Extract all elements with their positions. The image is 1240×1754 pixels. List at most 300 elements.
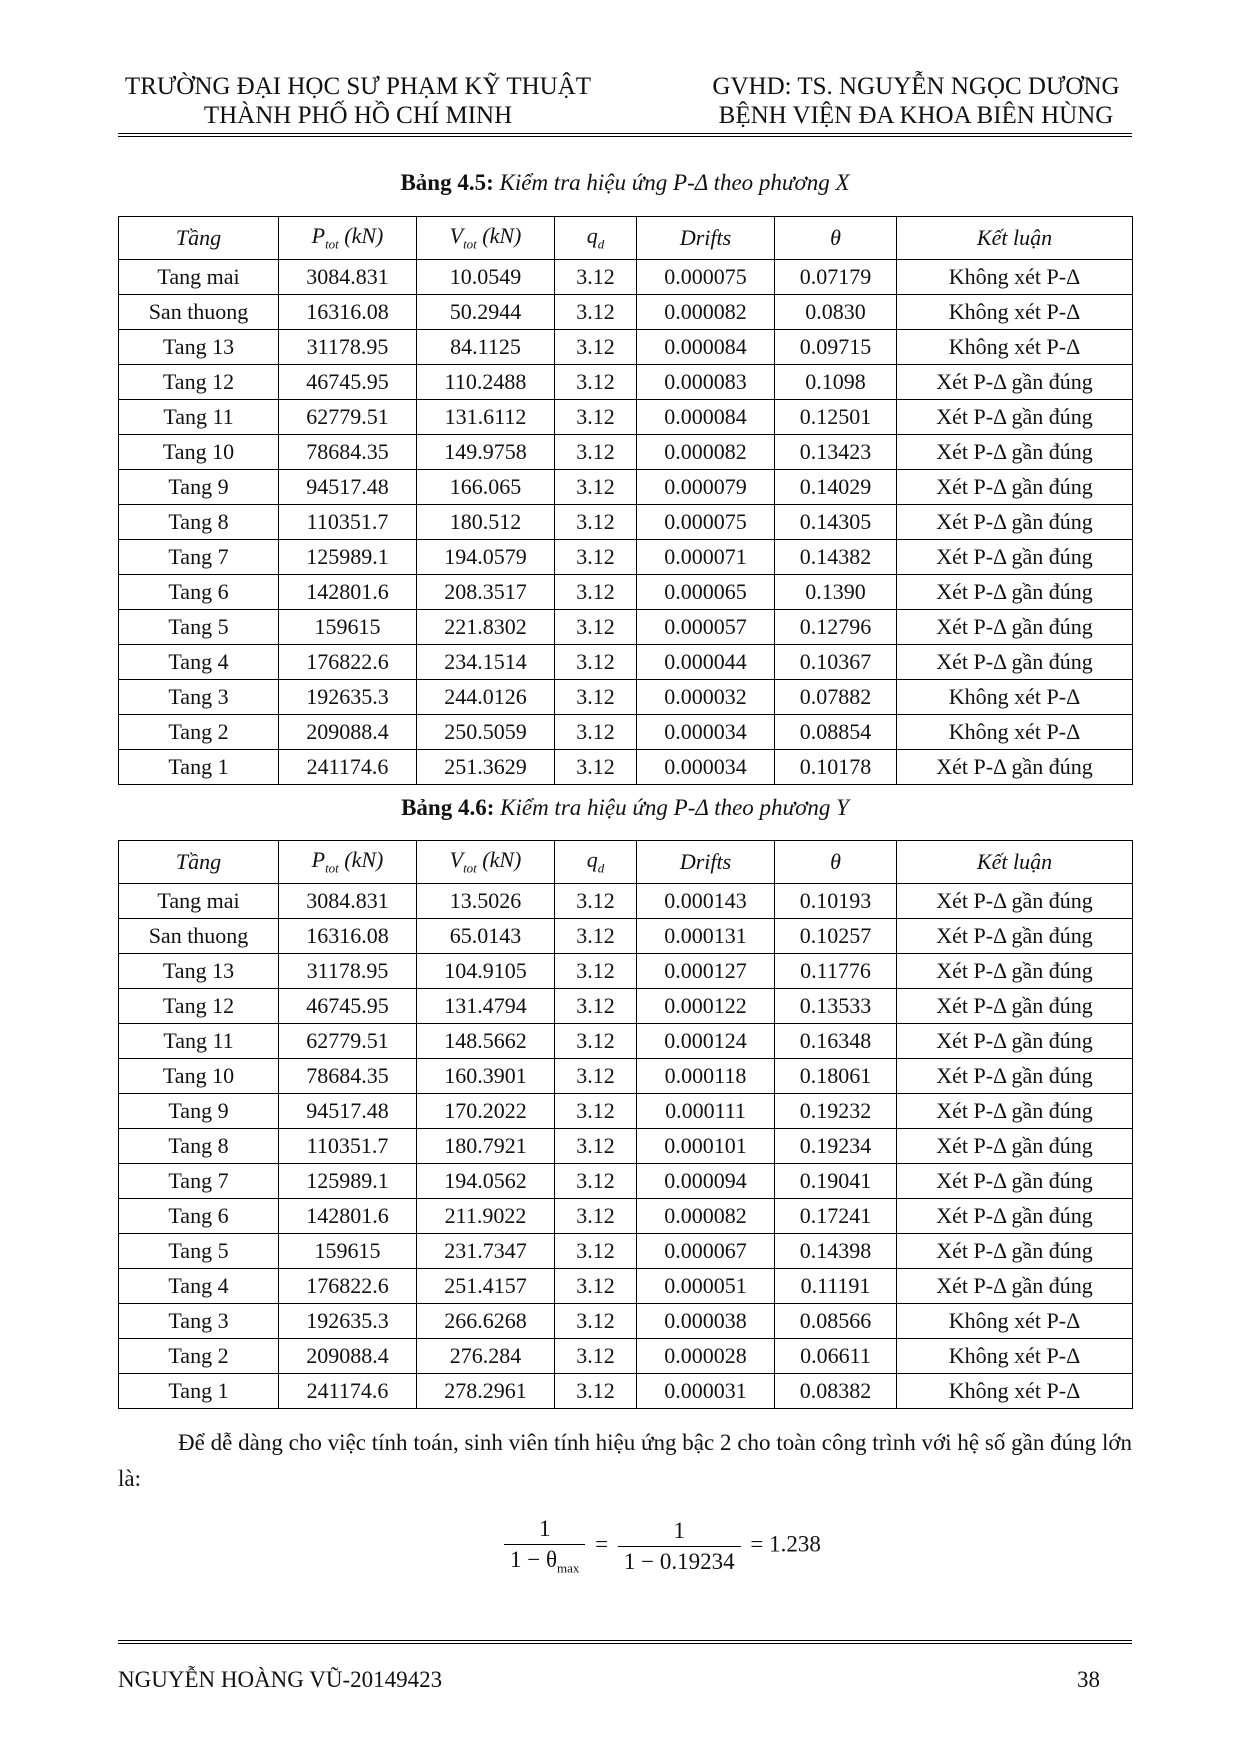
cell-ptot: 192635.3 bbox=[279, 680, 417, 715]
footer-rule bbox=[118, 1640, 1132, 1641]
cell-ptot: 241174.6 bbox=[279, 1374, 417, 1409]
cell-ptot: 46745.95 bbox=[279, 989, 417, 1024]
cell-floor: Tang 1 bbox=[119, 750, 279, 785]
cell-conclusion: Không xét P-Δ bbox=[897, 1374, 1133, 1409]
col-ptot-unit: (kN) bbox=[344, 847, 384, 873]
cell-qd: 3.12 bbox=[555, 954, 637, 989]
cell-theta: 0.12501 bbox=[775, 400, 897, 435]
cell-floor: Tang 7 bbox=[119, 540, 279, 575]
cell-floor: Tang 10 bbox=[119, 1059, 279, 1094]
cell-floor: Tang 11 bbox=[119, 400, 279, 435]
cell-ptot: 209088.4 bbox=[279, 1339, 417, 1374]
header-school-line2: THÀNH PHỐ HỒ CHÍ MINH bbox=[203, 102, 513, 129]
cell-conclusion: Xét P-Δ gần đúng bbox=[897, 435, 1133, 470]
cell-drifts: 0.000065 bbox=[637, 575, 775, 610]
table-row bbox=[119, 884, 1133, 919]
formula-fraction-1 bbox=[504, 1516, 585, 1577]
cell-vtot: 131.4794 bbox=[417, 989, 555, 1024]
table-row bbox=[119, 954, 1133, 989]
cell-vtot: 50.2944 bbox=[417, 295, 555, 330]
cell-floor: Tang 1 bbox=[119, 1374, 279, 1409]
body-paragraph-text: Để dễ dàng cho việc tính toán, sinh viên tính hiệu ứng bậc 2 cho toàn công trình với hệ số gần đúng lớn là: bbox=[118, 1430, 1132, 1491]
cell-conclusion: Xét P-Δ gần đúng bbox=[897, 1129, 1133, 1164]
cell-vtot: 251.3629 bbox=[417, 750, 555, 785]
cell-conclusion: Xét P-Δ gần đúng bbox=[897, 1164, 1133, 1199]
cell-theta: 0.14398 bbox=[775, 1234, 897, 1269]
header-rule bbox=[118, 133, 1132, 134]
cell-conclusion: Xét P-Δ gần đúng bbox=[897, 365, 1133, 400]
formula-result: 1.238 bbox=[769, 1531, 821, 1557]
cell-vtot: 234.1514 bbox=[417, 645, 555, 680]
cell-qd: 3.12 bbox=[555, 470, 637, 505]
cell-theta: 0.19041 bbox=[775, 1164, 897, 1199]
formula-den1-main: 1 − θ bbox=[510, 1547, 557, 1572]
table-row bbox=[119, 1059, 1133, 1094]
cell-ptot: 31178.95 bbox=[279, 330, 417, 365]
table-row bbox=[119, 1304, 1133, 1339]
cell-drifts: 0.000082 bbox=[637, 1199, 775, 1234]
cell-drifts: 0.000028 bbox=[637, 1339, 775, 1374]
cell-theta: 0.18061 bbox=[775, 1059, 897, 1094]
cell-vtot: 208.3517 bbox=[417, 575, 555, 610]
col-qd-symbol: q bbox=[586, 223, 598, 249]
cell-ptot: 142801.6 bbox=[279, 575, 417, 610]
cell-ptot: 3084.831 bbox=[279, 260, 417, 295]
header-school-line1: TRƯỜNG ĐẠI HỌC SƯ PHẠM KỸ THUẬT bbox=[124, 73, 592, 100]
cell-vtot: 194.0579 bbox=[417, 540, 555, 575]
cell-qd: 3.12 bbox=[555, 645, 637, 680]
col-conclusion: Kết luận bbox=[897, 217, 1133, 260]
cell-conclusion: Không xét P-Δ bbox=[897, 330, 1133, 365]
header-rule-thin bbox=[118, 136, 1132, 137]
cell-drifts: 0.000032 bbox=[637, 680, 775, 715]
table1-caption-label: Bảng 4.5: bbox=[400, 170, 494, 195]
cell-floor: San thuong bbox=[119, 919, 279, 954]
cell-qd: 3.12 bbox=[555, 1164, 637, 1199]
cell-drifts: 0.000031 bbox=[637, 1374, 775, 1409]
cell-drifts: 0.000143 bbox=[637, 884, 775, 919]
cell-theta: 0.07882 bbox=[775, 680, 897, 715]
cell-qd: 3.12 bbox=[555, 715, 637, 750]
cell-vtot: 84.1125 bbox=[417, 330, 555, 365]
cell-drifts: 0.000044 bbox=[637, 645, 775, 680]
cell-vtot: 13.5026 bbox=[417, 884, 555, 919]
cell-floor: Tang mai bbox=[119, 260, 279, 295]
cell-drifts: 0.000083 bbox=[637, 365, 775, 400]
cell-qd: 3.12 bbox=[555, 1304, 637, 1339]
table-row bbox=[119, 400, 1133, 435]
cell-qd: 3.12 bbox=[555, 884, 637, 919]
cell-vtot: 276.284 bbox=[417, 1339, 555, 1374]
cell-ptot: 62779.51 bbox=[279, 400, 417, 435]
cell-qd: 3.12 bbox=[555, 260, 637, 295]
cell-qd: 3.12 bbox=[555, 680, 637, 715]
cell-ptot: 176822.6 bbox=[279, 645, 417, 680]
cell-qd: 3.12 bbox=[555, 575, 637, 610]
cell-theta: 0.16348 bbox=[775, 1024, 897, 1059]
cell-qd: 3.12 bbox=[555, 1059, 637, 1094]
col-vtot-sub: tot bbox=[463, 236, 477, 252]
cell-qd: 3.12 bbox=[555, 610, 637, 645]
cell-floor: Tang 9 bbox=[119, 470, 279, 505]
cell-floor: San thuong bbox=[119, 295, 279, 330]
cell-ptot: 192635.3 bbox=[279, 1304, 417, 1339]
table-row bbox=[119, 715, 1133, 750]
cell-drifts: 0.000131 bbox=[637, 919, 775, 954]
cell-drifts: 0.000051 bbox=[637, 1269, 775, 1304]
cell-ptot: 176822.6 bbox=[279, 1269, 417, 1304]
cell-theta: 0.10367 bbox=[775, 645, 897, 680]
cell-floor: Tang 13 bbox=[119, 954, 279, 989]
col-vtot bbox=[417, 217, 555, 260]
cell-vtot: 65.0143 bbox=[417, 919, 555, 954]
cell-ptot: 241174.6 bbox=[279, 750, 417, 785]
col-ptot-symbol: P bbox=[311, 847, 326, 873]
table-row bbox=[119, 435, 1133, 470]
cell-qd: 3.12 bbox=[555, 989, 637, 1024]
cell-vtot: 166.065 bbox=[417, 470, 555, 505]
cell-ptot: 125989.1 bbox=[279, 540, 417, 575]
cell-theta: 0.14382 bbox=[775, 540, 897, 575]
cell-floor: Tang 5 bbox=[119, 1234, 279, 1269]
table-header-row bbox=[119, 217, 1133, 260]
cell-drifts: 0.000118 bbox=[637, 1059, 775, 1094]
cell-drifts: 0.000034 bbox=[637, 715, 775, 750]
footer-rule-thin bbox=[118, 1643, 1132, 1644]
cell-conclusion: Xét P-Δ gần đúng bbox=[897, 954, 1133, 989]
cell-drifts: 0.000038 bbox=[637, 1304, 775, 1339]
cell-drifts: 0.000124 bbox=[637, 1024, 775, 1059]
cell-qd: 3.12 bbox=[555, 1199, 637, 1234]
col-qd bbox=[555, 841, 637, 884]
cell-theta: 0.17241 bbox=[775, 1199, 897, 1234]
cell-floor: Tang 4 bbox=[119, 1269, 279, 1304]
cell-theta: 0.08566 bbox=[775, 1304, 897, 1339]
cell-floor: Tang 5 bbox=[119, 610, 279, 645]
cell-conclusion: Xét P-Δ gần đúng bbox=[897, 1269, 1133, 1304]
cell-vtot: 170.2022 bbox=[417, 1094, 555, 1129]
cell-conclusion: Xét P-Δ gần đúng bbox=[897, 1024, 1133, 1059]
cell-theta: 0.19232 bbox=[775, 1094, 897, 1129]
cell-ptot: 159615 bbox=[279, 1234, 417, 1269]
cell-theta: 0.1390 bbox=[775, 575, 897, 610]
table-row bbox=[119, 1164, 1133, 1199]
cell-ptot: 142801.6 bbox=[279, 1199, 417, 1234]
cell-vtot: 110.2488 bbox=[417, 365, 555, 400]
cell-vtot: 231.7347 bbox=[417, 1234, 555, 1269]
cell-conclusion: Xét P-Δ gần đúng bbox=[897, 750, 1133, 785]
table-header-row bbox=[119, 841, 1133, 884]
cell-vtot: 148.5662 bbox=[417, 1024, 555, 1059]
cell-vtot: 211.9022 bbox=[417, 1199, 555, 1234]
cell-floor: Tang 10 bbox=[119, 435, 279, 470]
cell-floor: Tang 6 bbox=[119, 1199, 279, 1234]
table-row bbox=[119, 1339, 1133, 1374]
cell-theta: 0.11776 bbox=[775, 954, 897, 989]
cell-floor: Tang 13 bbox=[119, 330, 279, 365]
cell-vtot: 251.4157 bbox=[417, 1269, 555, 1304]
cell-vtot: 221.8302 bbox=[417, 610, 555, 645]
cell-theta: 0.08854 bbox=[775, 715, 897, 750]
cell-drifts: 0.000079 bbox=[637, 470, 775, 505]
cell-ptot: 110351.7 bbox=[279, 1129, 417, 1164]
cell-qd: 3.12 bbox=[555, 435, 637, 470]
cell-drifts: 0.000034 bbox=[637, 750, 775, 785]
col-ptot-sub: tot bbox=[325, 860, 339, 876]
cell-vtot: 131.6112 bbox=[417, 400, 555, 435]
cell-ptot: 46745.95 bbox=[279, 365, 417, 400]
formula-fraction-2 bbox=[618, 1518, 741, 1575]
cell-qd: 3.12 bbox=[555, 1234, 637, 1269]
cell-conclusion: Xét P-Δ gần đúng bbox=[897, 884, 1133, 919]
cell-ptot: 3084.831 bbox=[279, 884, 417, 919]
cell-drifts: 0.000057 bbox=[637, 610, 775, 645]
table-row bbox=[119, 1094, 1133, 1129]
col-drifts: Drifts bbox=[637, 217, 775, 260]
cell-conclusion: Không xét P-Δ bbox=[897, 295, 1133, 330]
cell-drifts: 0.000111 bbox=[637, 1094, 775, 1129]
cell-conclusion: Xét P-Δ gần đúng bbox=[897, 919, 1133, 954]
table-row bbox=[119, 610, 1133, 645]
table-row bbox=[119, 505, 1133, 540]
cell-conclusion: Không xét P-Δ bbox=[897, 260, 1133, 295]
cell-theta: 0.08382 bbox=[775, 1374, 897, 1409]
cell-theta: 0.1098 bbox=[775, 365, 897, 400]
cell-theta: 0.10193 bbox=[775, 884, 897, 919]
header-school bbox=[118, 72, 598, 130]
col-theta: θ bbox=[775, 217, 897, 260]
table-row bbox=[119, 680, 1133, 715]
cell-floor: Tang 8 bbox=[119, 505, 279, 540]
cell-floor: Tang 12 bbox=[119, 989, 279, 1024]
cell-vtot: 180.7921 bbox=[417, 1129, 555, 1164]
col-theta: θ bbox=[775, 841, 897, 884]
cell-qd: 3.12 bbox=[555, 1129, 637, 1164]
cell-qd: 3.12 bbox=[555, 1094, 637, 1129]
table-row bbox=[119, 645, 1133, 680]
cell-drifts: 0.000084 bbox=[637, 330, 775, 365]
col-ptot-unit: (kN) bbox=[344, 223, 384, 249]
col-floor: Tầng bbox=[119, 841, 279, 884]
cell-drifts: 0.000067 bbox=[637, 1234, 775, 1269]
formula-den1 bbox=[504, 1545, 585, 1577]
cell-conclusion: Không xét P-Δ bbox=[897, 1304, 1133, 1339]
cell-floor: Tang 12 bbox=[119, 365, 279, 400]
cell-floor: Tang 2 bbox=[119, 1339, 279, 1374]
cell-theta: 0.13533 bbox=[775, 989, 897, 1024]
cell-drifts: 0.000127 bbox=[637, 954, 775, 989]
cell-vtot: 250.5059 bbox=[417, 715, 555, 750]
cell-conclusion: Xét P-Δ gần đúng bbox=[897, 1234, 1133, 1269]
cell-conclusion: Xét P-Δ gần đúng bbox=[897, 989, 1133, 1024]
table-row bbox=[119, 1024, 1133, 1059]
cell-theta: 0.07179 bbox=[775, 260, 897, 295]
table-px-body bbox=[119, 260, 1133, 785]
cell-ptot: 16316.08 bbox=[279, 295, 417, 330]
cell-qd: 3.12 bbox=[555, 1269, 637, 1304]
cell-vtot: 266.6268 bbox=[417, 1304, 555, 1339]
table-row bbox=[119, 575, 1133, 610]
cell-theta: 0.14305 bbox=[775, 505, 897, 540]
cell-qd: 3.12 bbox=[555, 540, 637, 575]
table2-caption-label: Bảng 4.6: bbox=[401, 795, 495, 820]
formula-num1: 1 bbox=[504, 1516, 585, 1545]
cell-floor: Tang 3 bbox=[119, 680, 279, 715]
cell-qd: 3.12 bbox=[555, 295, 637, 330]
cell-conclusion: Không xét P-Δ bbox=[897, 1339, 1133, 1374]
cell-conclusion: Xét P-Δ gần đúng bbox=[897, 1199, 1133, 1234]
cell-conclusion: Xét P-Δ gần đúng bbox=[897, 610, 1133, 645]
cell-vtot: 180.512 bbox=[417, 505, 555, 540]
amplification-formula bbox=[500, 1516, 821, 1577]
cell-floor: Tang 7 bbox=[119, 1164, 279, 1199]
col-ptot bbox=[279, 841, 417, 884]
cell-conclusion: Xét P-Δ gần đúng bbox=[897, 1059, 1133, 1094]
col-qd bbox=[555, 217, 637, 260]
cell-conclusion: Không xét P-Δ bbox=[897, 715, 1133, 750]
cell-theta: 0.0830 bbox=[775, 295, 897, 330]
header-advisor bbox=[700, 72, 1132, 130]
formula-den2: 1 − 0.19234 bbox=[623, 1548, 735, 1574]
table-row bbox=[119, 470, 1133, 505]
cell-conclusion: Xét P-Δ gần đúng bbox=[897, 470, 1133, 505]
cell-vtot: 244.0126 bbox=[417, 680, 555, 715]
cell-qd: 3.12 bbox=[555, 505, 637, 540]
table-row bbox=[119, 750, 1133, 785]
col-vtot-symbol: V bbox=[449, 847, 464, 873]
cell-conclusion: Xét P-Δ gần đúng bbox=[897, 645, 1133, 680]
cell-ptot: 159615 bbox=[279, 610, 417, 645]
cell-drifts: 0.000075 bbox=[637, 260, 775, 295]
col-floor: Tầng bbox=[119, 217, 279, 260]
cell-qd: 3.12 bbox=[555, 330, 637, 365]
col-vtot-sub: tot bbox=[463, 860, 477, 876]
table-row bbox=[119, 540, 1133, 575]
header-advisor-line1: GVHD: TS. NGUYỄN NGỌC DƯƠNG bbox=[712, 73, 1120, 100]
cell-conclusion: Không xét P-Δ bbox=[897, 680, 1133, 715]
table2-caption-text: Kiểm tra hiệu ứng P-Δ theo phương Y bbox=[500, 795, 849, 820]
cell-vtot: 160.3901 bbox=[417, 1059, 555, 1094]
col-conclusion: Kết luận bbox=[897, 841, 1133, 884]
cell-ptot: 78684.35 bbox=[279, 1059, 417, 1094]
table-py-body bbox=[119, 884, 1133, 1409]
col-vtot-unit: (kN) bbox=[482, 847, 522, 873]
cell-theta: 0.12796 bbox=[775, 610, 897, 645]
cell-theta: 0.13423 bbox=[775, 435, 897, 470]
table2-caption bbox=[118, 795, 1132, 821]
formula-num2: 1 bbox=[618, 1518, 741, 1547]
cell-qd: 3.12 bbox=[555, 365, 637, 400]
cell-floor: Tang 3 bbox=[119, 1304, 279, 1339]
footer-author: NGUYỄN HOÀNG VŨ-20149423 bbox=[118, 1667, 443, 1692]
formula-equals-1: = bbox=[595, 1531, 609, 1557]
cell-qd: 3.12 bbox=[555, 919, 637, 954]
table1-caption bbox=[118, 170, 1132, 196]
cell-floor: Tang 4 bbox=[119, 645, 279, 680]
cell-theta: 0.10257 bbox=[775, 919, 897, 954]
formula-equals-2: = bbox=[750, 1531, 764, 1557]
cell-drifts: 0.000082 bbox=[637, 295, 775, 330]
table-row bbox=[119, 1129, 1133, 1164]
cell-vtot: 104.9105 bbox=[417, 954, 555, 989]
cell-conclusion: Xét P-Δ gần đúng bbox=[897, 1094, 1133, 1129]
cell-theta: 0.09715 bbox=[775, 330, 897, 365]
cell-ptot: 209088.4 bbox=[279, 715, 417, 750]
cell-floor: Tang 2 bbox=[119, 715, 279, 750]
cell-ptot: 31178.95 bbox=[279, 954, 417, 989]
col-vtot-symbol: V bbox=[449, 223, 464, 249]
cell-theta: 0.10178 bbox=[775, 750, 897, 785]
table-row bbox=[119, 1199, 1133, 1234]
cell-vtot: 278.2961 bbox=[417, 1374, 555, 1409]
cell-drifts: 0.000122 bbox=[637, 989, 775, 1024]
table-row bbox=[119, 295, 1133, 330]
col-ptot-sub: tot bbox=[325, 236, 339, 252]
cell-drifts: 0.000084 bbox=[637, 400, 775, 435]
cell-floor: Tang mai bbox=[119, 884, 279, 919]
cell-drifts: 0.000094 bbox=[637, 1164, 775, 1199]
cell-qd: 3.12 bbox=[555, 1024, 637, 1059]
col-qd-sub: d bbox=[597, 236, 605, 252]
cell-qd: 3.12 bbox=[555, 750, 637, 785]
table-row bbox=[119, 1374, 1133, 1409]
cell-vtot: 194.0562 bbox=[417, 1164, 555, 1199]
cell-conclusion: Xét P-Δ gần đúng bbox=[897, 540, 1133, 575]
cell-floor: Tang 11 bbox=[119, 1024, 279, 1059]
table-py bbox=[118, 840, 1133, 1409]
table1-caption-text: Kiểm tra hiệu ứng P-Δ theo phương X bbox=[499, 170, 850, 195]
table-row bbox=[119, 365, 1133, 400]
cell-ptot: 62779.51 bbox=[279, 1024, 417, 1059]
cell-vtot: 10.0549 bbox=[417, 260, 555, 295]
table-row bbox=[119, 989, 1133, 1024]
cell-ptot: 16316.08 bbox=[279, 919, 417, 954]
cell-drifts: 0.000101 bbox=[637, 1129, 775, 1164]
cell-drifts: 0.000082 bbox=[637, 435, 775, 470]
table-px bbox=[118, 216, 1133, 785]
page-number: 38 bbox=[1077, 1667, 1100, 1692]
cell-qd: 3.12 bbox=[555, 1374, 637, 1409]
table-row bbox=[119, 919, 1133, 954]
table-row bbox=[119, 1269, 1133, 1304]
cell-ptot: 78684.35 bbox=[279, 435, 417, 470]
cell-floor: Tang 8 bbox=[119, 1129, 279, 1164]
cell-floor: Tang 6 bbox=[119, 575, 279, 610]
cell-conclusion: Xét P-Δ gần đúng bbox=[897, 575, 1133, 610]
body-paragraph bbox=[118, 1425, 1132, 1497]
col-ptot bbox=[279, 217, 417, 260]
cell-drifts: 0.000071 bbox=[637, 540, 775, 575]
cell-qd: 3.12 bbox=[555, 400, 637, 435]
cell-conclusion: Xét P-Δ gần đúng bbox=[897, 505, 1133, 540]
table-row bbox=[119, 330, 1133, 365]
cell-drifts: 0.000075 bbox=[637, 505, 775, 540]
cell-theta: 0.19234 bbox=[775, 1129, 897, 1164]
cell-ptot: 110351.7 bbox=[279, 505, 417, 540]
cell-conclusion: Xét P-Δ gần đúng bbox=[897, 400, 1133, 435]
cell-floor: Tang 9 bbox=[119, 1094, 279, 1129]
col-ptot-symbol: P bbox=[311, 223, 326, 249]
col-qd-sub: d bbox=[597, 860, 605, 876]
cell-theta: 0.11191 bbox=[775, 1269, 897, 1304]
cell-ptot: 94517.48 bbox=[279, 1094, 417, 1129]
col-qd-symbol: q bbox=[586, 847, 598, 873]
col-drifts: Drifts bbox=[637, 841, 775, 884]
cell-ptot: 94517.48 bbox=[279, 470, 417, 505]
col-vtot-unit: (kN) bbox=[482, 223, 522, 249]
col-vtot bbox=[417, 841, 555, 884]
cell-ptot: 125989.1 bbox=[279, 1164, 417, 1199]
